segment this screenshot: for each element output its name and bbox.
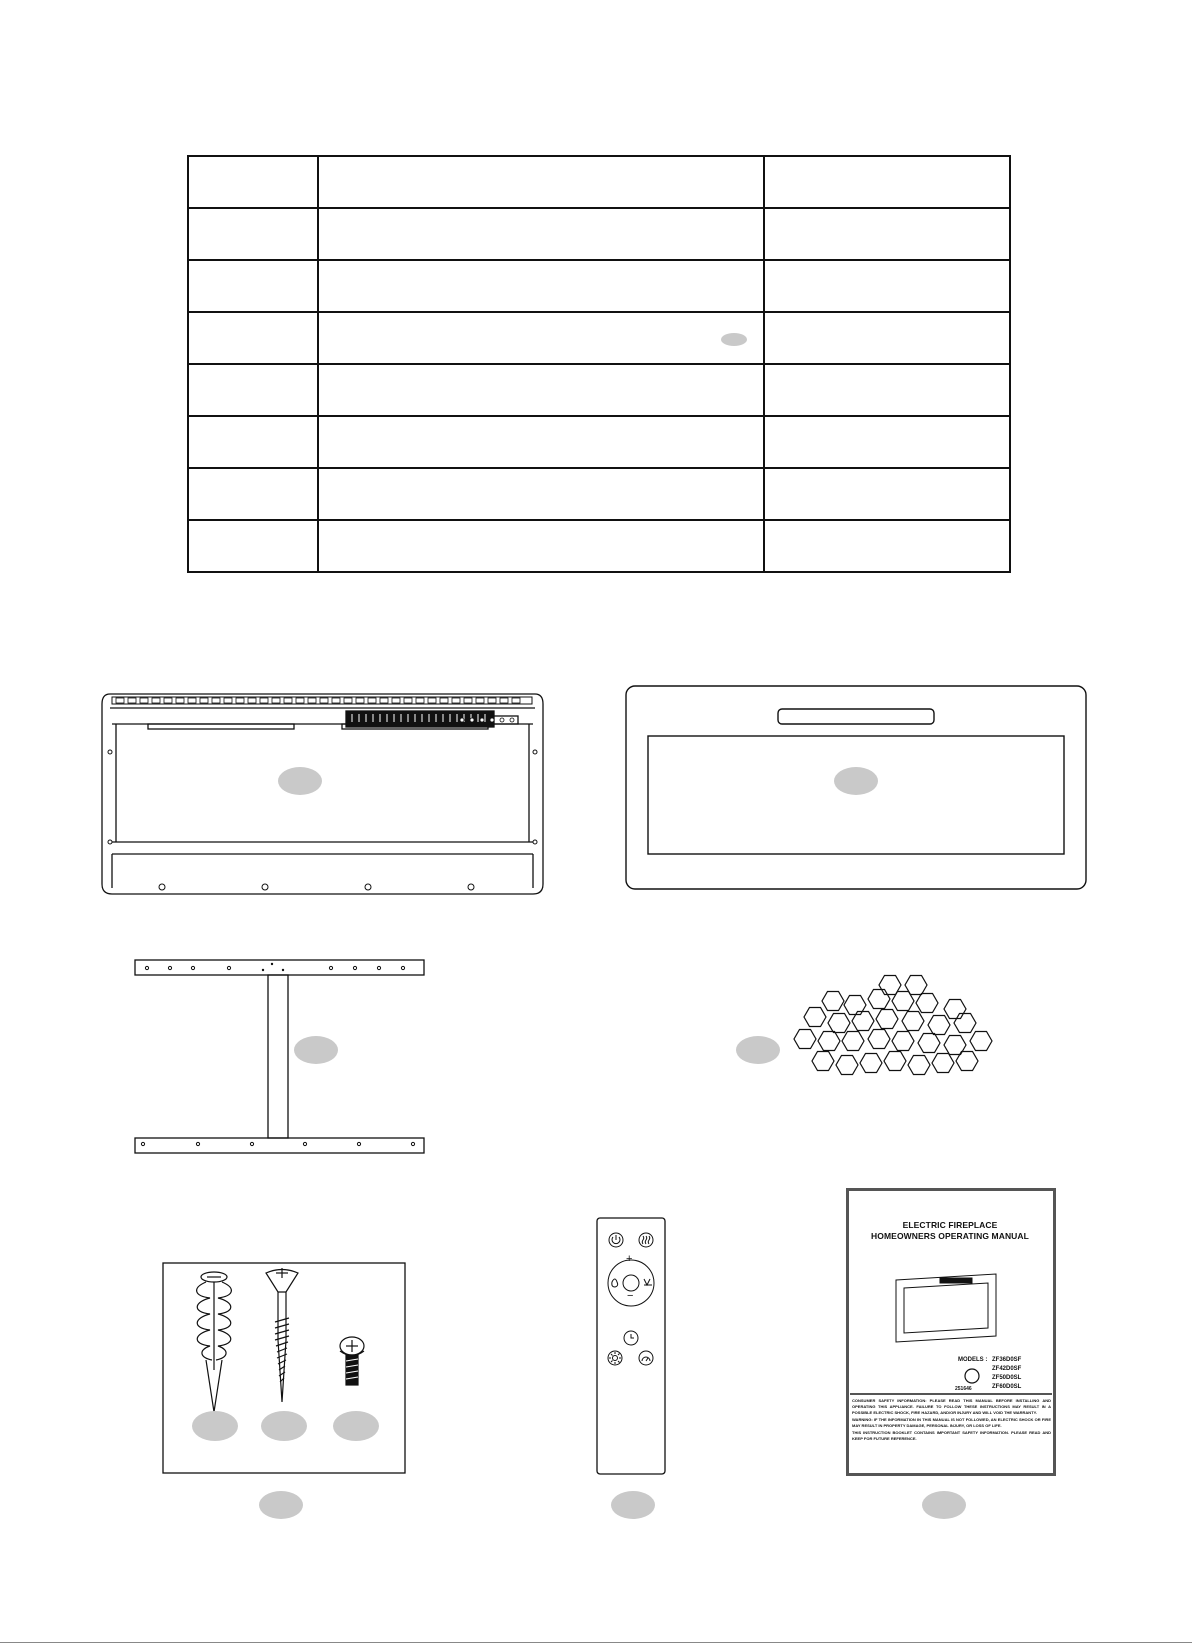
manual-title-line1: ELECTRIC FIREPLACE [902, 1220, 998, 1230]
crystal-hexagon [902, 1012, 924, 1031]
manual-model: ZF36D0SF [992, 1357, 1022, 1363]
vent-slot [152, 698, 160, 703]
vent-slot [116, 698, 124, 703]
manual-warning-1: CONSUMER SAFETY INFORMATION: PLEASE READ THIS MANUAL BEFORE INSTALLING AND OPERATING THIS APPLIANCE. FAILURE TO FOLLOW THESE INSTRUCTIONS MAY RESULT IN A POSSIBLE ELECTRIC SHOCK, FIRE HAZARD, AND/OR INJURY AND WILL VOID THE WARRANTY. [852, 1398, 1051, 1415]
vent-slot [320, 698, 328, 703]
vent-slot [464, 698, 472, 703]
callout-hardware-2 [261, 1411, 307, 1441]
fireplace-insert-drawing [100, 692, 545, 896]
vent-slot [416, 698, 424, 703]
crystal-hexagon [804, 1008, 826, 1027]
crystal-hexagon [892, 1032, 914, 1051]
vent-slot [344, 698, 352, 703]
crystal-hexagon [842, 1032, 864, 1051]
table-row [188, 468, 1010, 520]
crystal-hexagon [932, 1054, 954, 1073]
vent-slot [164, 698, 172, 703]
crystal-hexagon [852, 1012, 874, 1031]
certification-mark-icon [965, 1369, 979, 1383]
callout-c [294, 1036, 338, 1064]
vent-slot [296, 698, 304, 703]
callout-b [834, 767, 878, 795]
screw-kit-drawing [162, 1262, 406, 1474]
vent-slot [248, 698, 256, 703]
table-row [188, 364, 1010, 416]
remote-minus-label: − [627, 1290, 634, 1302]
manual-model: ZF42D0SF [992, 1366, 1022, 1372]
crystal-hexagon [876, 1010, 898, 1029]
drywall-anchor-icon [197, 1272, 232, 1412]
vent-slot [368, 698, 376, 703]
stand-drawing [133, 958, 426, 1156]
crystal-hexagon [828, 1014, 850, 1033]
flame-icon [612, 1279, 618, 1287]
crystal-hexagon [928, 1016, 950, 1035]
manual-warning-3: THIS INSTRUCTION BOOKLET CONTAINS IMPORTANT SAFETY INFORMATION. PLEASE READ AND KEEP FOR FUTURE REFERENCE. [852, 1430, 1051, 1441]
vent-slot [332, 698, 340, 703]
manual-warning-2: WARNING: IF THE INFORMATION IN THIS MANUAL IS NOT FOLLOWED, AN ELECTRIC SHOCK OR FIRE MAY RESULT IN PROPERTY DAMAGE, PERSONAL INJURY, OR LOSS OF LIFE. [852, 1417, 1051, 1428]
crystal-hexagon [956, 1052, 978, 1071]
crystal-hexagon [818, 1032, 840, 1051]
crystal-hexagon [884, 1052, 906, 1071]
vent-slot [272, 698, 280, 703]
vent-slot [260, 698, 268, 703]
center-button [623, 1275, 639, 1291]
crystal-hexagon [954, 1014, 976, 1033]
crystal-hexagon [918, 1034, 940, 1053]
speed-icon [639, 1351, 653, 1365]
parts-table [187, 155, 1011, 573]
callout-hardware-3 [333, 1411, 379, 1441]
table-callout [721, 333, 747, 346]
table-row [188, 416, 1010, 468]
crystal-hexagon [868, 990, 890, 1009]
vent-slot [212, 698, 220, 703]
vent-slot [392, 698, 400, 703]
table-row [188, 312, 1010, 364]
callout-g [922, 1491, 966, 1519]
table-row [188, 260, 1010, 312]
vent-slot [308, 698, 316, 703]
manual-cert-number: 251646 [955, 1386, 972, 1392]
vent-slot [140, 698, 148, 703]
vent-slot [188, 698, 196, 703]
vent-slot [176, 698, 184, 703]
vent-slot [488, 698, 496, 703]
vent-slot [512, 698, 520, 703]
crystal-hexagon [944, 1000, 966, 1019]
table-row [188, 156, 1010, 208]
table-row [188, 520, 1010, 572]
crystal-hexagon [970, 1032, 992, 1051]
vent-slot [284, 698, 292, 703]
vent-slot [236, 698, 244, 703]
callout-a [278, 767, 322, 795]
wood-screw-icon [266, 1268, 298, 1402]
vent-slot [476, 698, 484, 703]
vent-slot [440, 698, 448, 703]
brightness-down-icon [644, 1279, 652, 1285]
callout-hardware-1 [192, 1411, 238, 1441]
crystal-hexagon [822, 992, 844, 1011]
remote-plus-label: + [626, 1253, 633, 1265]
crystal-hexagon [916, 994, 938, 1013]
manual-model: ZF60D0SL [992, 1384, 1022, 1390]
decorative-crystals-drawing [795, 975, 985, 1093]
crystal-hexagon [908, 1056, 930, 1075]
crystal-hexagon [836, 1056, 858, 1075]
vent-slot [500, 698, 508, 703]
vent-slot [428, 698, 436, 703]
callout-f [611, 1491, 655, 1519]
manual-models-label: MODELS : [958, 1357, 988, 1363]
vent-slot [404, 698, 412, 703]
manual-title [860, 1220, 1040, 1242]
vent-slot [200, 698, 208, 703]
vent-slot [356, 698, 364, 703]
manual-title-line2: HOMEOWNERS OPERATING MANUAL [871, 1231, 1029, 1241]
vent-slot [128, 698, 136, 703]
callout-e [259, 1491, 303, 1519]
page-bottom-rule [0, 1642, 1192, 1643]
callout-d [736, 1036, 780, 1064]
table-row [188, 208, 1010, 260]
crystal-hexagon [860, 1054, 882, 1073]
crystal-hexagon [868, 1030, 890, 1049]
crystal-hexagon [794, 1030, 816, 1049]
vent-slot [380, 698, 388, 703]
crystal-hexagon [892, 992, 914, 1011]
vent-slot [224, 698, 232, 703]
crystal-hexagon [812, 1052, 834, 1071]
manual-model: ZF50D0SL [992, 1375, 1022, 1381]
manual-warning-text [852, 1398, 1051, 1443]
vent-slot [452, 698, 460, 703]
